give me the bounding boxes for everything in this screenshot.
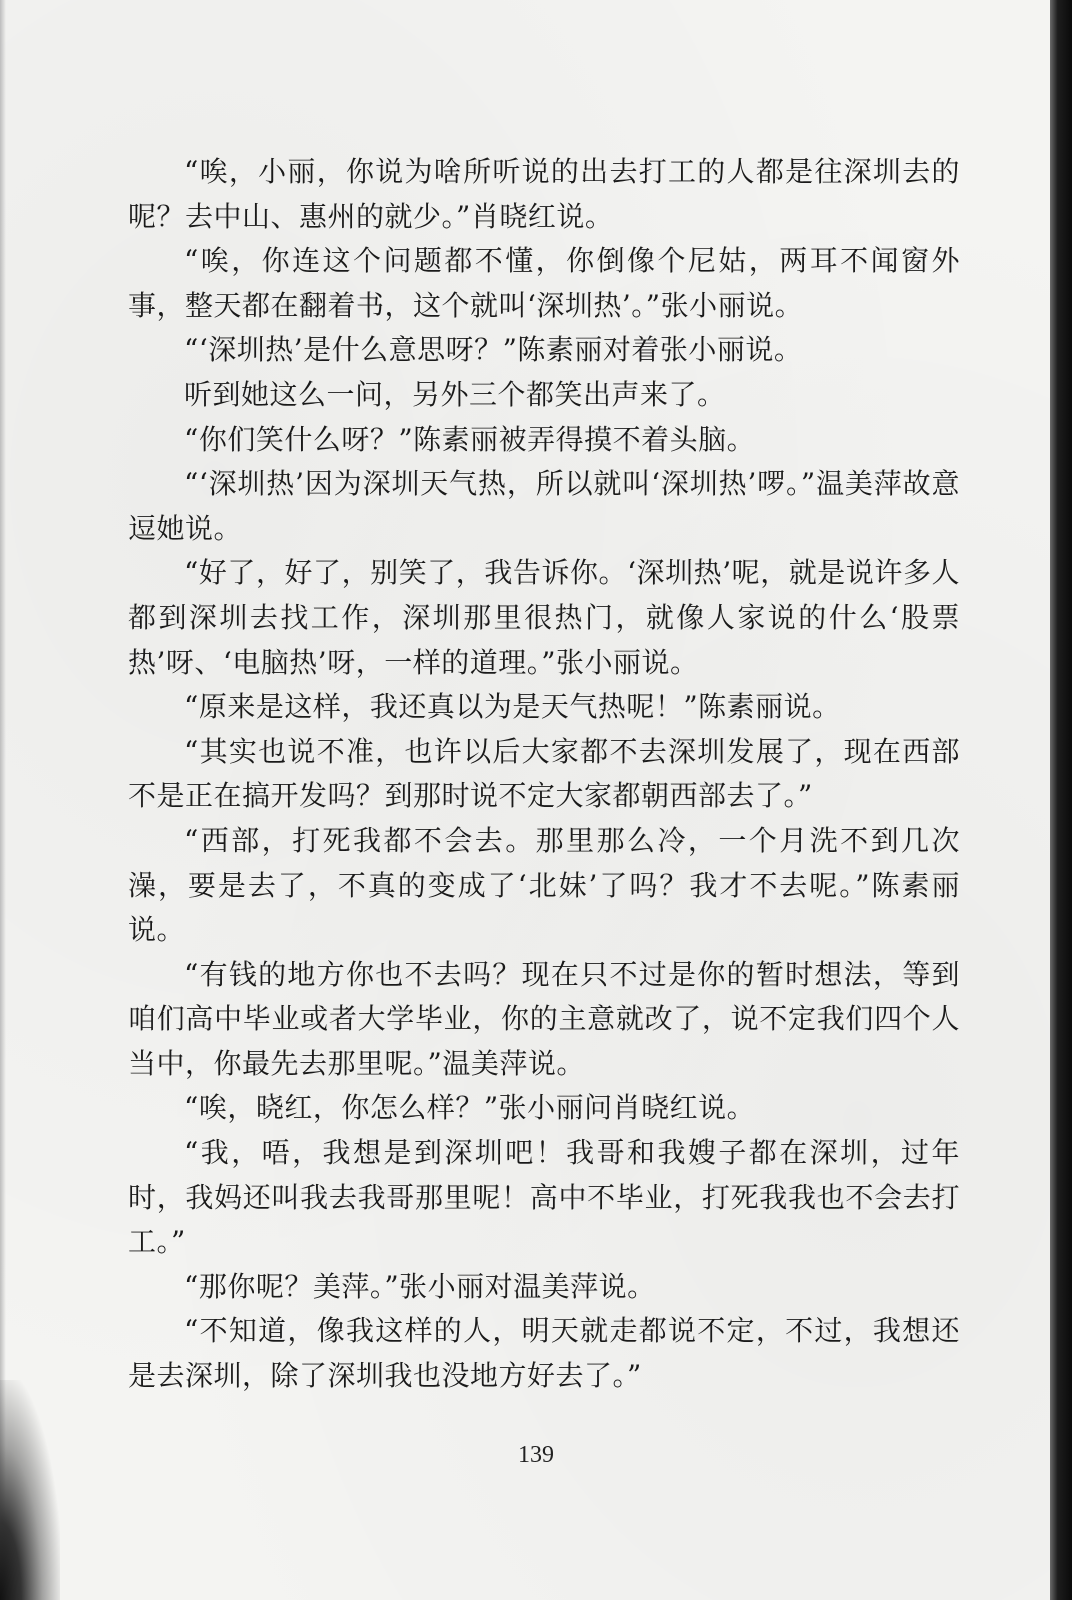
paragraph: “其实也说不准，也许以后大家都不去深圳发展了，现在西部不是正在搞开发吗？到那时说不定大家都朝西部去了。”: [128, 734, 960, 813]
paragraph: “好了，好了，别笑了，我告诉你。‘深圳热’呢，就是说许多人都到深圳去找工作，深圳那里很热门，就像人家说的什么‘股票热’呀、‘电脑热’呀，一样的道理。”张小丽说。: [128, 556, 960, 679]
paragraph: “唉，小丽，你说为啥所听说的出去打工的人都是往深圳去的呢？去中山、惠州的就少。”肖晓红说。: [128, 155, 960, 233]
paragraph: “‘深圳热’因为深圳天气热，所以就叫‘深圳热’啰。”温美萍故意逗她说。: [128, 467, 960, 545]
paragraph: “我，唔，我想是到深圳吧！我哥和我嫂子都在深圳，过年时，我妈还叫我去我哥那里呢！高中不毕业，打死我我也不会去打工。”: [128, 1136, 960, 1259]
paragraph: 听到她这么一问，另外三个都笑出声来了。: [184, 377, 726, 411]
paragraph: “你们笑什么呀？”陈素丽被弄得摸不着头脑。: [184, 422, 756, 456]
paragraph: “原来是这样，我还真以为是天气热呢！”陈素丽说。: [184, 690, 841, 724]
paragraph: “那你呢？美萍。”张小丽对温美萍说。: [184, 1269, 656, 1303]
paragraph: “有钱的地方你也不去吗？现在只不过是你的暂时想法，等到咱们高中毕业或者大学毕业，你的主意就改了，说不定我们四个人当中，你最先去那里呢。”温美萍说。: [128, 957, 960, 1080]
page-left-edge-shadow: [0, 0, 6, 1600]
paragraph: “‘深圳热’是什么意思呀？”陈素丽对着张小丽说。: [184, 333, 803, 367]
paragraph: “唉，晓红，你怎么样？”张小丽问肖晓红说。: [184, 1091, 756, 1125]
paragraph: “唉，你连这个问题都不懂，你倒像个尼姑，两耳不闻窗外事，整天都在翻着书，这个就叫‘深圳热’。”张小丽说。: [128, 244, 960, 322]
paragraph: “不知道，像我这样的人，明天就走都说不定，不过，我想还是去深圳，除了深圳我也没地方好去了。”: [128, 1314, 960, 1393]
page-number: 139: [518, 1442, 554, 1468]
page-right-edge-shadow: [1050, 0, 1072, 1600]
page-corner-shadow: [0, 1380, 60, 1600]
paragraph: “西部，打死我都不会去。那里那么冷，一个月洗不到几次澡，要是去了，不真的变成了‘北妹’了吗？我才不去呢。”陈素丽说。: [128, 823, 960, 947]
body-text: [128, 150, 960, 1399]
